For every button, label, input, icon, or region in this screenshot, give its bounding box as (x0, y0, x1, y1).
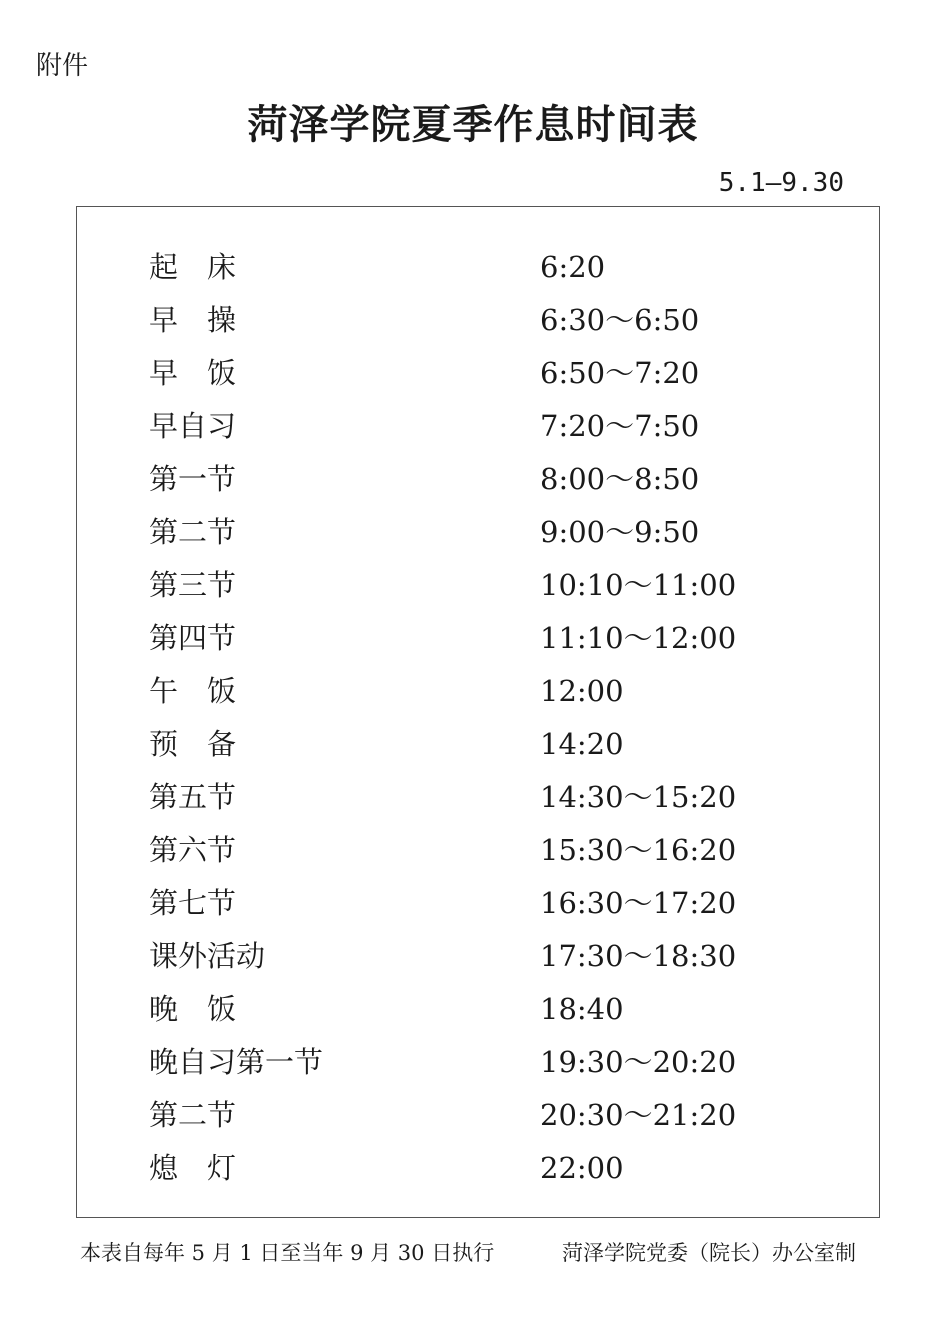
activity-label: 预 备 (149, 727, 237, 761)
time-value: 14:30～15:20 (540, 780, 737, 814)
time-value: 18:40 (540, 992, 624, 1026)
time-value: 19:30～20:20 (540, 1045, 737, 1079)
schedule-row (77, 718, 879, 771)
schedule-row (77, 824, 879, 877)
schedule-row (77, 665, 879, 718)
time-value: 11:10～12:00 (540, 621, 737, 655)
time-value: 7:20～7:50 (540, 409, 700, 443)
schedule-row (77, 400, 879, 453)
schedule-row (77, 1089, 879, 1142)
activity-label: 午 饭 (149, 674, 237, 708)
activity-label: 第二节 (149, 515, 237, 549)
time-value: 6:30～6:50 (540, 303, 700, 337)
time-value: 20:30～21:20 (540, 1098, 737, 1132)
schedule-row (77, 559, 879, 612)
activity-label: 第七节 (149, 886, 237, 920)
schedule-row (77, 930, 879, 983)
schedule-row (77, 612, 879, 665)
time-value: 22:00 (540, 1151, 624, 1185)
activity-label: 第一节 (149, 462, 237, 496)
activity-label: 早 饭 (149, 356, 237, 390)
time-value: 8:00～8:50 (540, 462, 700, 496)
time-value: 10:10～11:00 (540, 568, 737, 602)
schedule-row (77, 506, 879, 559)
schedule-table (76, 206, 880, 1218)
activity-label: 课外活动 (149, 939, 266, 973)
time-value: 15:30～16:20 (540, 833, 737, 867)
activity-label: 起 床 (149, 250, 237, 284)
schedule-row (77, 241, 879, 294)
time-value: 9:00～9:50 (540, 515, 700, 549)
activity-label: 第二节 (149, 1098, 237, 1132)
time-value: 16:30～17:20 (540, 886, 737, 920)
activity-label: 第三节 (149, 568, 237, 602)
schedule-row (77, 294, 879, 347)
footer-note: 本表自每年 5 月 1 日至当年 9 月 30 日执行 (80, 1241, 495, 1265)
time-value: 6:50～7:20 (540, 356, 700, 390)
activity-label: 晚 饭 (149, 992, 237, 1026)
schedule-row (77, 347, 879, 400)
schedule-row (77, 1036, 879, 1089)
activity-label: 第六节 (149, 833, 237, 867)
schedule-row (77, 771, 879, 824)
schedule-row (77, 877, 879, 930)
time-value: 17:30～18:30 (540, 939, 737, 973)
schedule-row (77, 453, 879, 506)
footer-issuer: 菏泽学院党委（院长）办公室制 (562, 1241, 856, 1265)
time-value: 6:20 (540, 250, 606, 284)
page-title: 菏泽学院夏季作息时间表 (247, 102, 699, 148)
time-value: 14:20 (540, 727, 624, 761)
activity-label: 熄 灯 (149, 1151, 237, 1185)
activity-label: 早 操 (149, 303, 237, 337)
attachment-label: 附件 (36, 51, 89, 81)
activity-label: 晚自习第一节 (149, 1045, 324, 1079)
activity-label: 第四节 (149, 621, 237, 655)
activity-label: 早自习 (149, 409, 237, 443)
date-range: 5.1—9.30 (718, 168, 844, 198)
schedule-row (77, 1142, 879, 1195)
schedule-row (77, 983, 879, 1036)
time-value: 12:00 (540, 674, 624, 708)
activity-label: 第五节 (149, 780, 237, 814)
